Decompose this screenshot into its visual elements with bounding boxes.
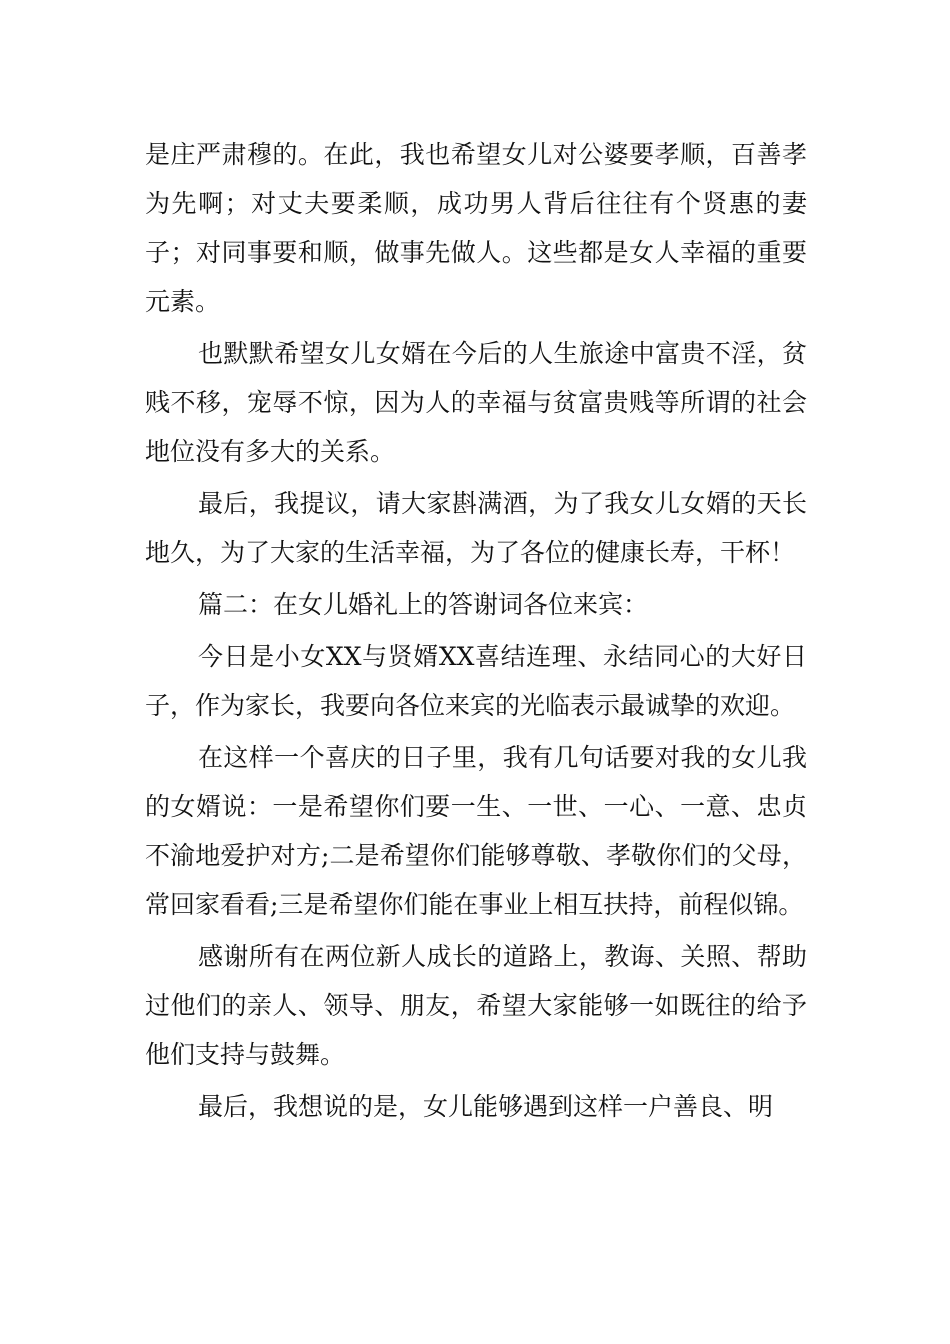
paragraph-thanks: 感谢所有在两位新人成长的道路上，教诲、关照、帮助过他们的亲人、领导、朋友，希望大家能够一如既往的给予他们支持与鼓舞。 [145,942,807,1069]
paragraph-wish-wealth: 也默默希望女儿女婿在今后的人生旅途中富贵不淫，贫贱不移，宠辱不惊，因为人的幸福与贫富贵贱等所谓的社会地位没有多大的关系。 [145,339,807,466]
paragraph-closing: 最后，我想说的是，女儿能够遇到这样一户善良、明 [198,1092,774,1121]
paragraph-toast: 最后，我提议，请大家斟满酒，为了我女儿女婿的天长地久，为了大家的生活幸福，为了各位的健康长寿，干杯！ [145,489,807,567]
section-heading-part-two: 篇二：在女儿婚礼上的答谢词各位来宾： [198,590,649,619]
paragraph-continuation: 是庄严肃穆的。在此，我也希望女儿对公婆要孝顺，百善孝为先啊；对丈夫要柔顺，成功男人背后往往有个贤惠的妻子；对同事要和顺，做事先做人。这些都是女人幸福的重要元素。 [145,140,807,316]
paragraph-wishes-to-couple: 在这样一个喜庆的日子里，我有几句话要对我的女儿我的女婿说：一是希望你们要一生、一世、一心、一意、忠贞不渝地爱护对方;二是希望你们能够尊敬、孝敬你们的父母，常回家看看;三是希望你们能在事业上相互扶持，前程似锦。 [145,743,807,919]
paragraph-welcome: 今日是小女XX与贤婿XX喜结连理、永结同心的大好日子，作为家长，我要向各位来宾的光临表示最诚挚的欢迎。 [145,642,807,720]
document-body [145,130,807,1131]
